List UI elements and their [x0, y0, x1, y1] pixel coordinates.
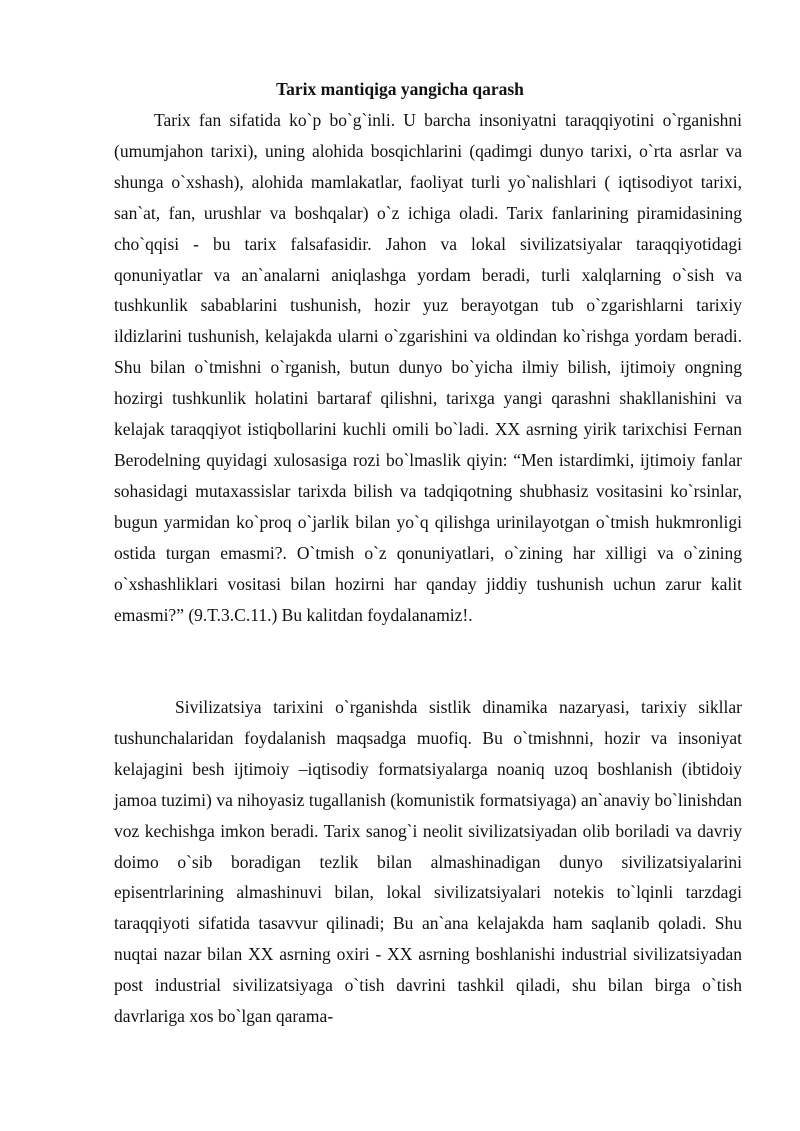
document-title: Tarix mantiqiga yangicha qarash [276, 79, 524, 99]
paragraph-1: Tarix fan sifatida ko`p bo`g`inli. U barcha insoniyatni taraqqiyotini o`rganishni (umumjahon tarixi), uning alohida bosqichlarini (qadimgi dunyo tarixi, o`rta asrlar va shunga o`xshash), alohida mamlakatlar, faoliyat turli yo`nalishlari ( iqtisodiyot tarixi, san`at, fan, urushlar va boshqalar) o`z ichiga oladi. Tarix fanlarining piramidasining cho`qqisi - bu tarix falsafasidir. Jahon va lokal sivilizatsiyalar taraqqiyotidagi qonuniyatlar va an`analarni aniqlashga yordam beradi, turli xalqlarning o`sish va tushkunlik sabablarini tushunish, hozir yuz berayotgan tub o`zgarishlarni tarixiy ildizlarini tushunish, kelajakda ularni o`zgarishini va oldindan ko`rishga yordam beradi. Shu bilan o`tmishni o`rganish, butun dunyo bo`yicha ilmiy bilish, ijtimoiy ongning hozirgi tushkunlik holatini bartaraf qilishni, tarixga yangi qarashni shakllanishini va kelajak taraqqiyot istiqbollarini kuchli omili bo`ladi. XX asrning yirik tarixchisi Fernan Berodelning quyidagi xulosasiga rozi bo`lmaslik qiyin: “Men istardimki, ijtimoiy fanlar sohasidagi mutaxassislar tarixda bilish va tadqiqotning shubhasiz vositasini ko`rsinlar, bugun yarmidan ko`proq o`jarlik bilan yo`q qilishga urinilayotgan o`tmish hukmronligi ostida turgan emasmi?. O`tmish o`z qonuniyatlari, o`zining har xilligi va o`zining o`xshashliklari vositasi bilan hozirni har qanday jiddiy tushunish uchun zarur kalit emasmi?” (9.T.3.C.11.) Bu kalitdan foydalanamiz!. [114, 110, 742, 625]
paragraph-2: Sivilizatsiya tarixini o`rganishda sistlik dinamika nazaryasi, tarixiy sikllar tushunchalaridan foydalanish maqsadga muofiq. Bu o`tmishnni, hozir va insoniyat kelajagini besh ijtimoiy –iqtisodiy formatsiyalarga noaniq uzoq boshlanish (ibtidoiy jamoa tuzimi) va nihoyasiz tugallanish (komunistik formatsiyaga) an`anaviy bo`linishdan voz kechishga imkon beradi. Tarix sanog`i neolit sivilizatsiyadan olib boriladi va davriy doimo o`sib boradigan tezlik bilan almashinadigan dunyo sivilizatsiyalarini episentrlarining almashinuvi bilan, lokal sivilizatsiyalari notekis to`lqinli tarzdagi taraqqiyoti sifatida tasavvur qilinadi; Bu an`ana kelajakda ham saqlanib qoladi. Shu nuqtai nazar bilan XX asrning oxiri - XX asrning boshlanishi industrial sivilizatsiyadan post industrial sivilizatsiyaga o`tish davrini tashkil qiladi, shu bilan birga o`tish davrlariga xos bo`lgan qarama- [114, 697, 742, 1027]
